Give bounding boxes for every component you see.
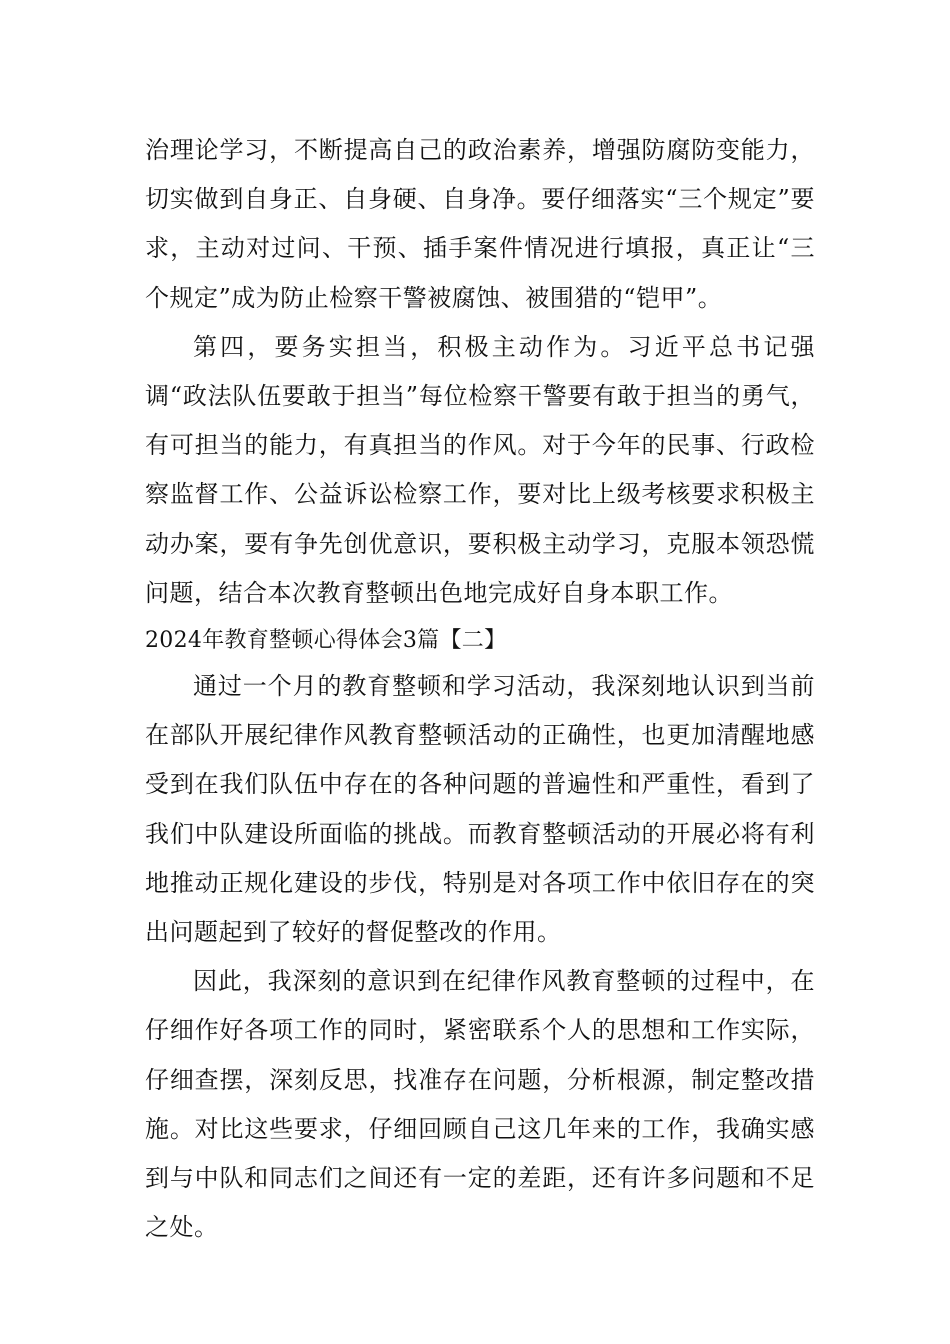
paragraph-fourth-point: 第四，要务实担当，积极主动作为。习近平总书记强调“政法队伍要敢于担当”每位检察干警要有敢于担当的勇气，有可担当的能力，有真担当的作风。对于今年的民事、行政检察监督工作、公益诉讼检察工作，要对比上级考核要求积极主动办案，要有争先创优意识，要积极主动学习，克服本领恐慌问题，结合本次教育整顿出色地完成好自身本职工作。 — [145, 332, 815, 607]
paragraph-education-rectification: 通过一个月的教育整顿和学习活动，我深刻地认识到当前在部队开展纪律作风教育整顿活动的正确性，也更加清醒地感受到在我们队伍中存在的各种问题的普遍性和严重性，看到了我们中队建设所面临的挑战。而教育整顿活动的开展必将有利地推动正规化建设的步伐，特别是对各项工作中依旧存在的突出问题起到了较好的督促整改的作用。 — [145, 672, 815, 947]
document-body — [145, 126, 815, 1252]
paragraph-self-reflection: 因此，我深刻的意识到在纪律作风教育整顿的过程中，在仔细作好各项工作的同时，紧密联系个人的思想和工作实际，仔细查摆，深刻反思，找准存在问题，分析根源，制定整改措施。对比这些要求，仔细回顾自己这几年来的工作，我确实感到与中队和同志们之间还有一定的差距，还有许多问题和不足之处。 — [145, 967, 815, 1242]
section-heading: 2024年教育整顿心得体会3篇【二】 — [145, 628, 507, 654]
paragraph-continuation: 治理论学习，不断提高自己的政治素养，增强防腐防变能力，切实做到自身正、自身硬、自身净。要仔细落实“三个规定”要求，主动对过问、干预、插手案件情况进行填报，真正让“三个规定”成为防止检察干警被腐蚀、被围猎的“铠甲”。 — [145, 136, 815, 312]
